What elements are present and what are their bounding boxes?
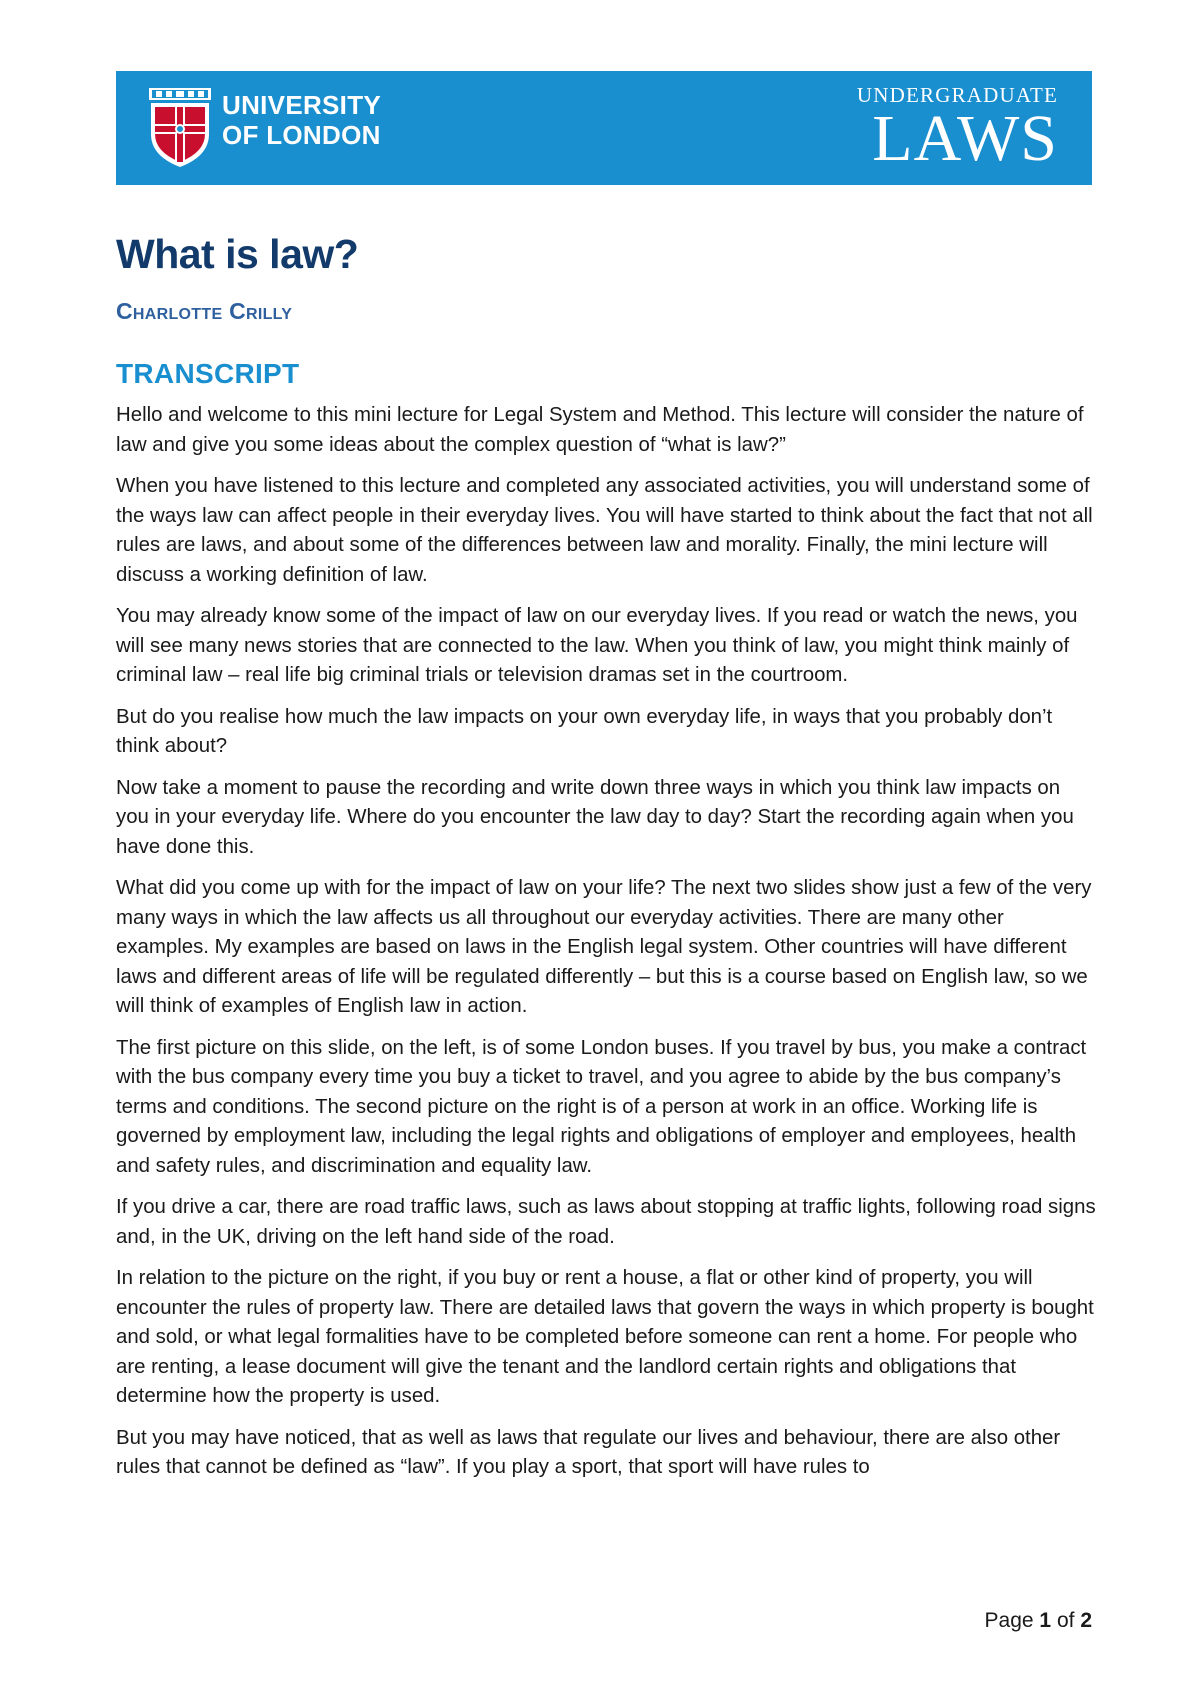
programme-wordmark (856, 83, 1058, 175)
programme-subtitle: UNDERGRADUATE (856, 83, 1058, 107)
page-current: 1 (1039, 1609, 1052, 1632)
document-title: What is law? (116, 231, 359, 277)
page-word: Page (984, 1609, 1034, 1632)
paragraph-9: In relation to the picture on the right, if you buy or rent a house, a flat or other kind of property, you will encounter the rules of property law. There are detailed laws that govern the ways in which property is bought and sold, or what legal formalities have to be completed before someone can rent a home. For people who are renting, a lease document will give the tenant and the landlord certain rights and obligations that determine how the property is used. (116, 1267, 1094, 1407)
paragraph-6: What did you come up with for the impact of law on your life? The next two slides show just a few of the very many ways in which the law affects us all throughout our everyday activities. There are many other examples. My examples are based on laws in the English legal system. Other countries will have different laws and different areas of life will be regulated differently – but this is a course based on English law, so we will think of examples of English law in action. (116, 877, 1092, 1017)
page-number (985, 1609, 1092, 1633)
programme-title: LAWS (872, 102, 1058, 175)
paragraph-5: Now take a moment to pause the recording and write down three ways in which you think law impacts on you in your everyday life. Where do you encounter the law day to day? Start the recording again when you have done this. (116, 776, 1074, 858)
university-name-line1: UNIVERSITY (222, 90, 382, 120)
paragraph-7: The first picture on this slide, on the left, is of some London buses. If you travel by bus, you make a contract with the bus company every time you buy a ticket to travel, and you agree to abide by the bus company’s terms and conditions. The second picture on the right is of a person at work in an office. Working life is governed by employment law, including the legal rights and obligations of employer and employees, health and safety rules, and discrimination and equality law. (116, 1036, 1087, 1177)
paragraph-1: Hello and welcome to this mini lecture for Legal System and Method. This lecture will consider the nature of law and give you some ideas about the complex question of “what is law?” (116, 404, 1084, 456)
page-of: of (1056, 1609, 1075, 1632)
university-name-line2: OF LONDON (222, 120, 381, 150)
paragraph-2: When you have listened to this lecture and completed any associated activities, you will understand some of the ways law can affect people in their everyday lives. You will have started to think about the fact that not all rules are laws, and about some of the differences between law and morality. Finally, the mini lecture will discuss a working definition of law. (116, 475, 1093, 586)
paragraph-4: But do you realise how much the law impacts on your own everyday life, in ways that you probably don’t think about? (116, 705, 1053, 757)
paragraph-3: You may already know some of the impact of law on our everyday lives. If you read or watch the news, you will see many news stories that are connected to the law. When you think of law, you might think mainly of criminal law – real life big criminal trials or television dramas set in the courtroom. (116, 605, 1078, 686)
paragraph-10: But you may have noticed, that as well as laws that regulate our lives and behaviour, there are also other rules that cannot be defined as “law”. If you play a sport, that sport will have rules to (116, 1426, 1061, 1478)
paragraph-8: If you drive a car, there are road traffic laws, such as laws about stopping at traffic lights, following road signs and, in the UK, driving on the left hand side of the road. (116, 1196, 1096, 1248)
header-banner (116, 71, 1092, 185)
author-name: Charlotte Crilly (116, 298, 293, 324)
section-heading-transcript: TRANSCRIPT (116, 358, 300, 389)
page-total: 2 (1080, 1609, 1092, 1632)
university-crest-icon (149, 88, 211, 168)
transcript-body (116, 401, 1096, 1495)
university-wordmark (222, 90, 381, 150)
